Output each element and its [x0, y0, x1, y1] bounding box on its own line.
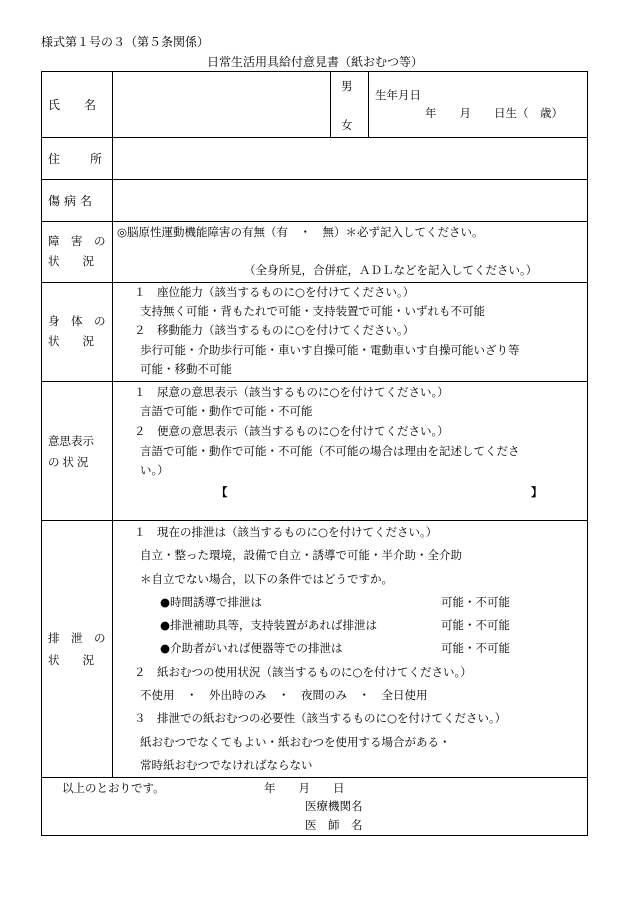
birthdate-label: 生年月日: [375, 88, 421, 102]
diaper-usage-options: 不使用 ・ 外出時のみ ・ 夜間のみ ・ 全日使用: [140, 688, 428, 702]
condition-assistive-device: ●排泄補助具等，支持装置があれば排泄は: [160, 618, 378, 632]
disability-instruction: （全身所見，合併症，ＡＤＬなどを記入してください。）: [244, 263, 538, 277]
intent-label-line2: の状況: [48, 455, 92, 469]
condition-assistive-device-options: 可能・不可能: [441, 618, 510, 632]
physical-label-line2: 状 況: [48, 334, 94, 348]
row-divider: [41, 520, 588, 521]
stool-intent-options-cont: い。）: [140, 463, 169, 477]
label-column-divider: [112, 71, 113, 777]
medical-institution-label: 医療機関名: [305, 799, 363, 813]
sex-male: 男: [341, 79, 353, 93]
disability-question: ◎脳原性運動機能障害の有無（有 ・ 無）＊必ず記入してください。: [117, 225, 484, 239]
row-divider: [41, 777, 588, 778]
closing-statement: 以上のとおりです。: [62, 781, 165, 795]
diaper-necessity-heading: ３ 排泄での紙おむつの必要性（該当するものに○を付けてください。）: [134, 711, 507, 725]
condition-timed-guidance-options: 可能・不可能: [441, 595, 510, 609]
stool-intent-options: 言語で可能・動作で可能・不可能（不可能の場合は理由を記述してくださ: [140, 444, 520, 458]
diaper-necessity-options-cont: 常時紙おむつでなければならない: [140, 758, 313, 772]
sex-female: 女: [341, 118, 353, 132]
stool-intent-heading: ２ 便意の意思表示（該当するものに○を付けてください。）: [134, 424, 449, 438]
physical-label-line1: 身 体 の: [48, 314, 106, 328]
diaper-necessity-options: 紙おむつでなくてもよい・紙おむつを使用する場合がある・: [140, 735, 451, 749]
sitting-ability-options: 支持無く可能・背もたれで可能・支持装置で可能・いずれも不可能: [140, 304, 485, 318]
non-independent-note: ＊自立でない場合，以下の条件ではどうですか。: [140, 572, 393, 586]
current-excretion-heading: １ 現在の排泄は（該当するものに○を付けてください。）: [134, 525, 438, 539]
sex-column-right-border: [368, 71, 369, 137]
urine-intent-heading: １ 尿意の意思表示（該当するものに○を付けてください。）: [134, 385, 449, 399]
disability-label-line1: 障 害 の: [48, 234, 106, 248]
disability-label-line2: 状 況: [48, 254, 94, 268]
reason-bracket-open: 【: [216, 485, 228, 499]
signature-date: 年 月 日: [264, 781, 345, 795]
sex-column-left-border: [330, 71, 331, 137]
sitting-ability-heading: １ 座位能力（該当するものに○を付けてください。）: [134, 285, 415, 299]
mobility-ability-options-cont: 可能・移動不可能: [140, 362, 232, 376]
current-excretion-options: 自立・整った環境，設備で自立・誘導で可能・半介助・全介助: [140, 548, 462, 562]
birthdate-line: 年 月 日生（ 歳）: [425, 106, 563, 120]
excretion-label-line1: 排 泄 の: [48, 631, 106, 645]
document-title: 日常生活用具給付意見書（紙おむつ等）: [206, 55, 423, 69]
address-label: 住 所: [48, 152, 112, 166]
reason-bracket-close: 】: [531, 485, 543, 499]
row-divider: [41, 179, 588, 180]
intent-label-line1: 意思表示: [48, 434, 94, 448]
row-divider: [41, 282, 588, 283]
mobility-ability-heading: ２ 移動能力（該当するものに○を付けてください。）: [134, 323, 415, 337]
excretion-label-line2: 状 況: [48, 653, 94, 667]
row-divider: [41, 221, 588, 222]
row-divider: [41, 381, 588, 382]
urine-intent-options: 言語で可能・動作で可能・不可能: [140, 404, 313, 418]
diaper-usage-heading: ２ 紙おむつの使用状況（該当するものに○を付けてください。）: [134, 665, 472, 679]
mobility-ability-options: 歩行可能・介助歩行可能・車いす自操可能・電動車いす自操可能いざり等: [140, 343, 520, 357]
doctor-name-label: 医 師 名: [305, 818, 363, 832]
condition-caregiver-options: 可能・不可能: [441, 641, 510, 655]
condition-timed-guidance: ●時間誘導で排泄は: [160, 595, 263, 609]
condition-caregiver: ●介助者がいれば便器等での排泄は: [160, 641, 343, 655]
row-divider: [41, 137, 588, 138]
disease-name-label: 傷病名: [48, 194, 97, 208]
name-label: 氏 名: [48, 98, 97, 112]
form-number: 様式第１号の３（第５条関係）: [41, 35, 210, 49]
